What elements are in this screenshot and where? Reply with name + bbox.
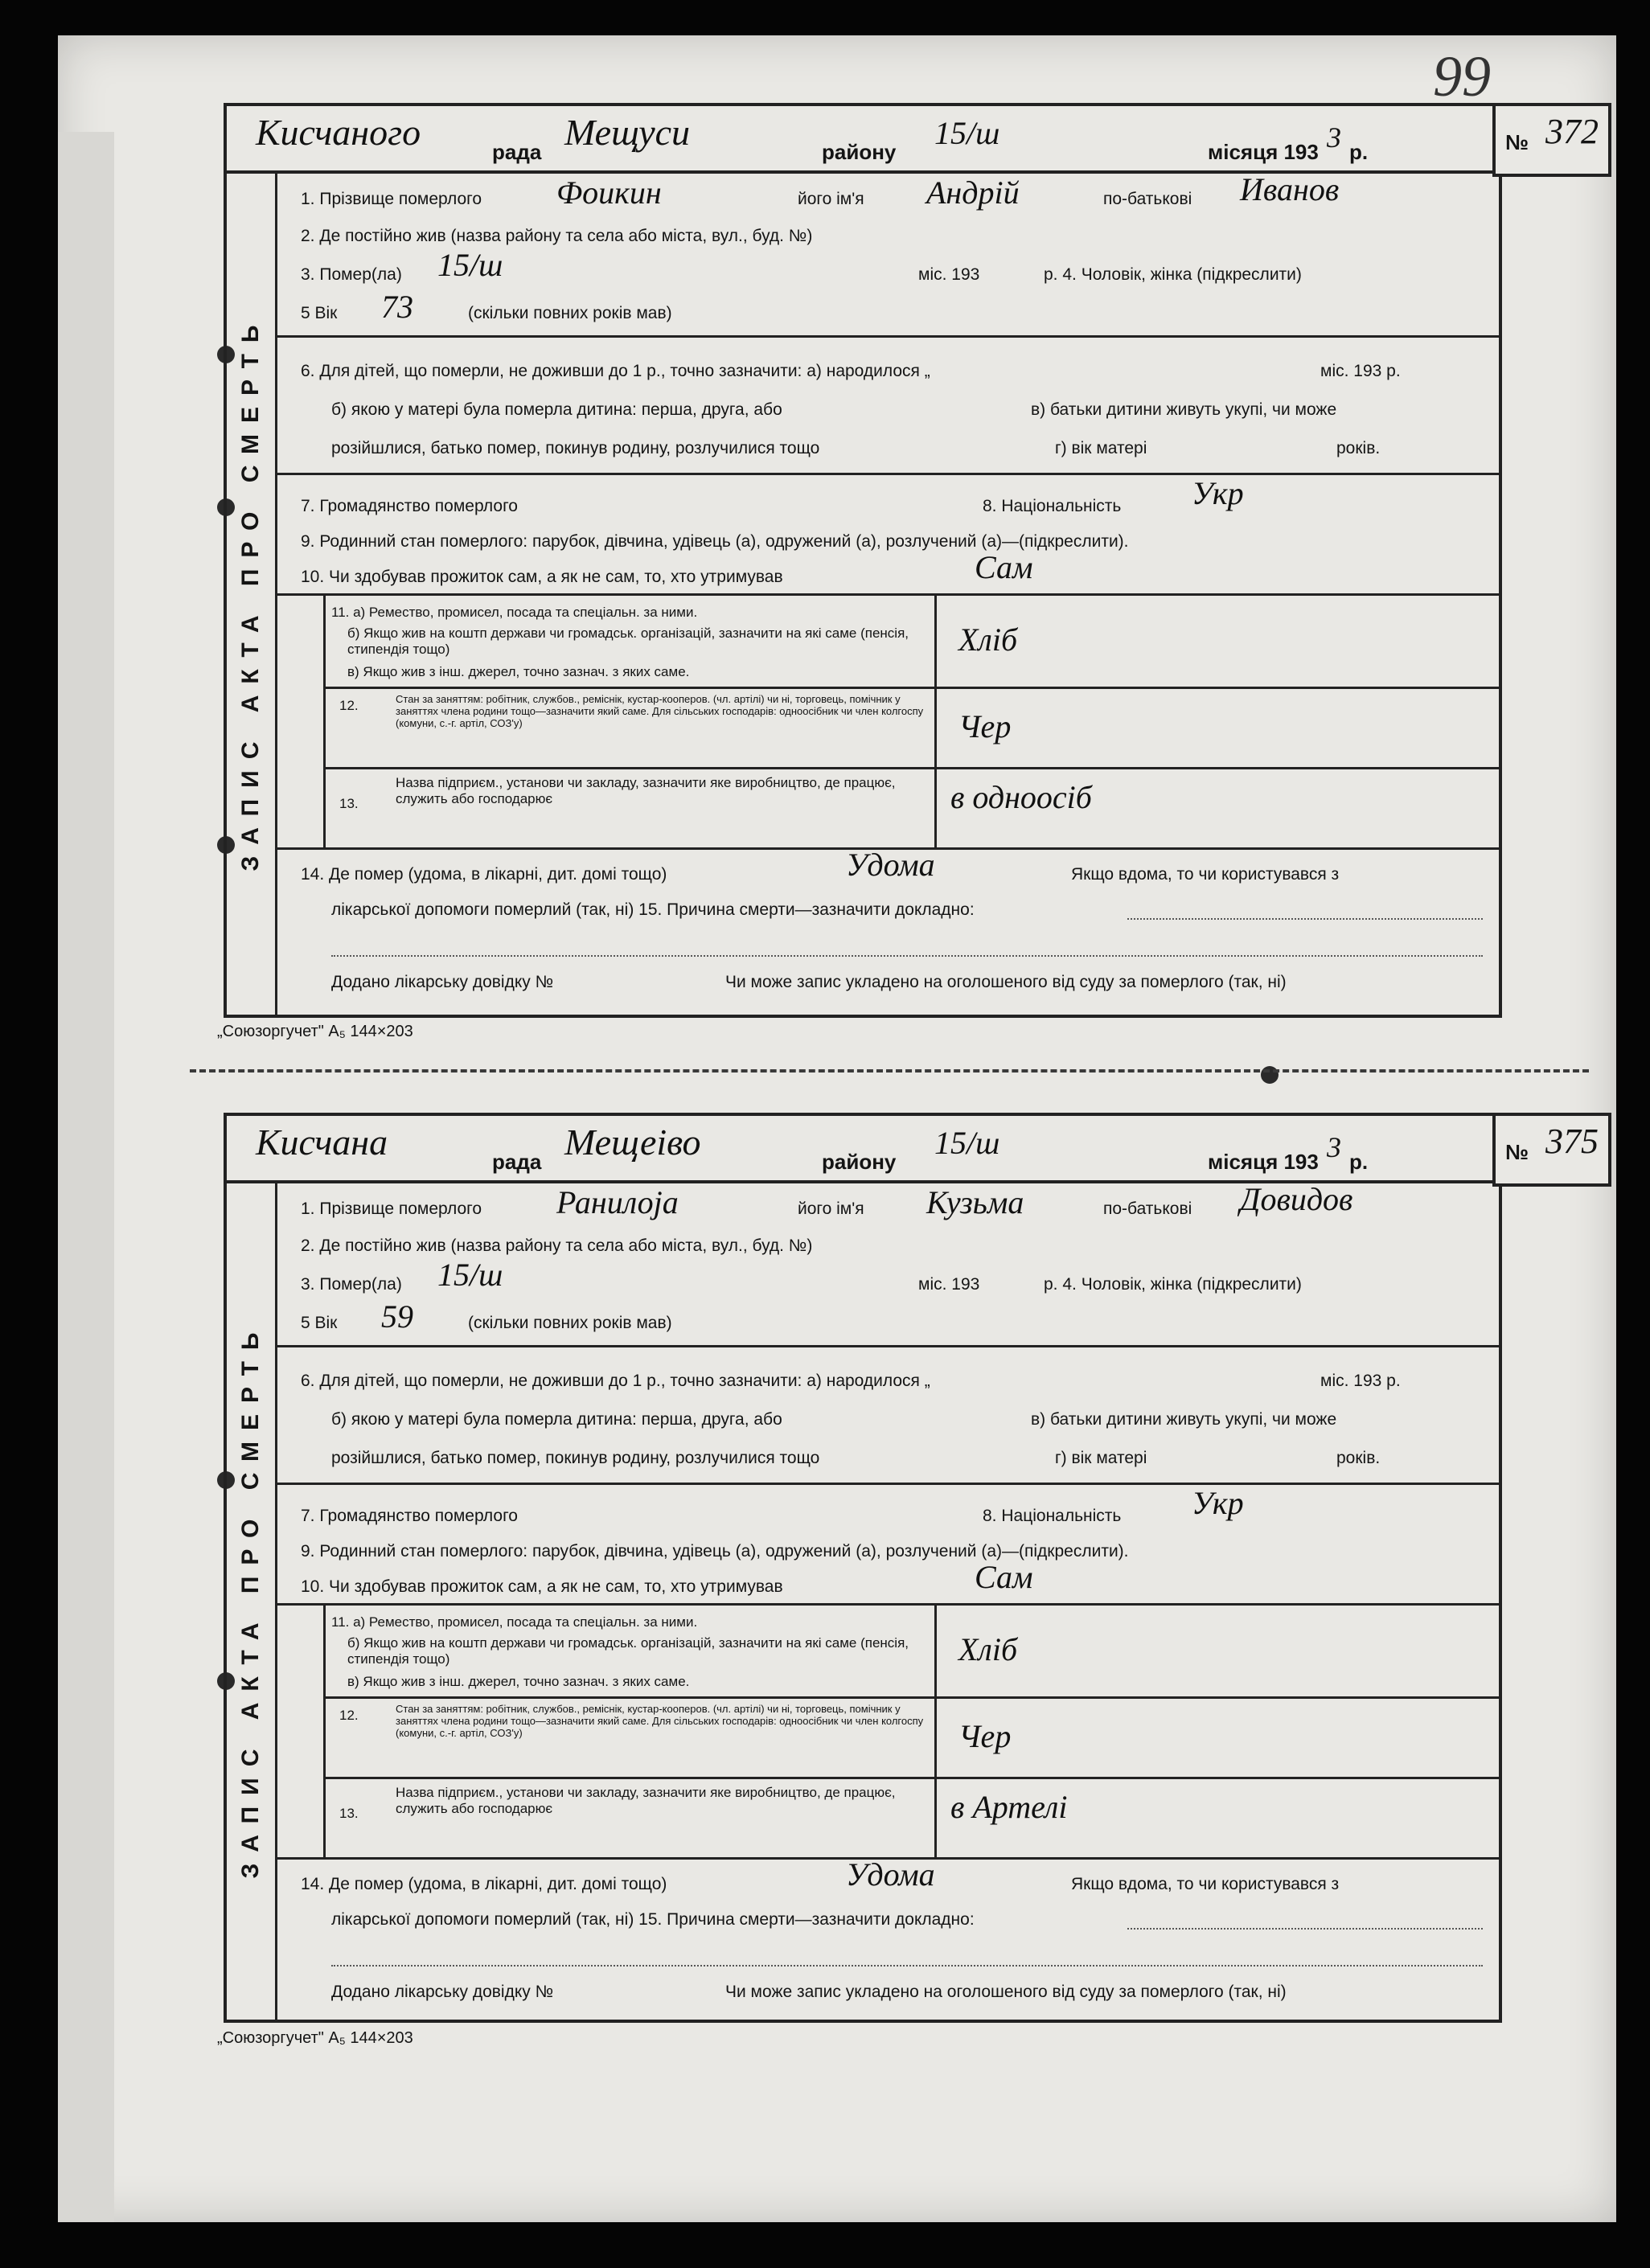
divider <box>275 473 1499 475</box>
certificate-label: Додано лікарську довідку № <box>331 973 554 991</box>
mother-age-label: г) вік матері <box>1055 439 1147 457</box>
patronymic-label: по-батькові <box>1103 190 1192 208</box>
footer-label: „Союзоргучет" А₅ 144×203 <box>217 1023 413 1040</box>
patronymic-label: по-батькові <box>1103 1200 1192 1218</box>
rayon-label: району <box>822 1150 897 1174</box>
occupation-label-c: в) Якщо жив з інш. джерел, точно зазнач. з яких саме. <box>347 1674 690 1689</box>
occupation-value: Хлiб <box>958 1631 1018 1667</box>
enterprise-label: Назва підприєм., установи чи закладу, зазначити яке виробництво, де працює, служить або господарює <box>396 775 896 806</box>
month-label: місяця 193 <box>1208 1150 1319 1174</box>
certificate-label: Додано лікарську довідку № <box>331 1983 554 2001</box>
status-value: Чер <box>958 1718 1012 1754</box>
divider <box>323 1777 1499 1779</box>
enterprise-value: в Артелi <box>950 1789 1068 1825</box>
parents-label: в) батьки дитини живуть укупі, чи може <box>1031 1410 1337 1429</box>
divider <box>275 1483 1499 1485</box>
record-number-box <box>1492 1113 1611 1187</box>
council-value: Кисчаного <box>256 112 421 153</box>
enterprise-number: 13. <box>339 796 359 811</box>
sex-label: р. 4. Чоловік, жінка (підкреслити) <box>1044 1275 1302 1294</box>
divider <box>934 1603 937 1857</box>
home-help-label: Якщо вдома, то чи користувався з <box>1071 865 1340 884</box>
age-note: (скільки повних років мав) <box>468 1314 672 1332</box>
divider <box>323 687 1499 689</box>
enterprise-value: в одноосiб <box>950 779 1092 815</box>
page-number: 99 <box>1433 44 1491 109</box>
child-order-label: б) якою у матері була померла дитина: перша, друга, або <box>331 400 782 419</box>
record-number: 372 <box>1545 112 1599 151</box>
surname-label: 1. Прізвище померлого <box>301 1200 482 1218</box>
residence-label: 2. Де постійно жив (назва району та села або міста, вул., буд. №) <box>301 1237 813 1255</box>
cut-line <box>190 1069 1589 1072</box>
rada-value: Мещуси <box>564 112 691 153</box>
nationality-label: 8. Національність <box>983 1507 1122 1525</box>
year-digit: 3 <box>1327 121 1341 154</box>
child-born-month: міс. 193 р. <box>1320 1372 1401 1390</box>
patronymic-value: Иванов <box>1240 171 1340 207</box>
occupation-label-a: 11. а) Ремество, промисел, посада та спеціальн. за ними. <box>331 605 698 620</box>
age-value: 73 <box>381 289 413 325</box>
divider <box>323 767 1499 769</box>
divider <box>323 1603 326 1857</box>
died-value: 15/ш <box>437 1257 503 1293</box>
court-label: Чи може запис укладено на оголошеного від суду за померлого (так, ні) <box>725 973 1287 991</box>
age-label: 5 Вік <box>301 304 338 322</box>
enterprise-number: 13. <box>339 1806 359 1821</box>
rayon-value: 15/ш <box>934 115 1000 151</box>
number-label: № <box>1505 130 1529 154</box>
occupation-label-b: б) Якщо жив на коштп держави чи громадськ. організацій, зазначити на які саме (пенсія, стипендія тощо) <box>347 1635 909 1667</box>
footer-label: „Союзоргучет" А₅ 144×203 <box>217 2029 413 2047</box>
blank-line <box>1127 918 1483 920</box>
age-note: (скільки повних років мав) <box>468 304 672 322</box>
surname-label: 1. Прізвище померлого <box>301 190 482 208</box>
parents-status-label: розійшлися, батько помер, покинув родину, розлучилися тощо <box>331 1449 820 1467</box>
child-born-label: 6. Для дітей, що померли, не доживши до 1 р., точно зазначити: а) народилося „ <box>301 362 930 380</box>
record-number: 375 <box>1545 1122 1599 1161</box>
child-born-label: 6. Для дітей, що померли, не доживши до 1 р., точно зазначити: а) народилося „ <box>301 1372 930 1390</box>
home-help-label: Якщо вдома, то чи користувався з <box>1071 1875 1340 1893</box>
child-order-label: б) якою у матері була померла дитина: перша, друга, або <box>331 1410 782 1429</box>
divider <box>323 1696 1499 1699</box>
died-month-label: міс. 193 <box>918 1275 980 1294</box>
death-record-form-2 <box>224 1113 1599 2023</box>
name-value: Андрiй <box>926 174 1020 211</box>
rayon-value: 15/ш <box>934 1125 1000 1161</box>
side-title-column <box>227 1180 277 2020</box>
status-label: Стан за заняттям: робітник, службов., реміснік, кустар-кооперов. (чл. артілі) чи ні, торговець, помічник у заняттях члена родини тощо—зазначити який саме. Для сільських господарів: одноосібник чи член колгоспу (комуни, с.-г. артіл, СОЗ'у) <box>396 1703 924 1739</box>
occupation-label-c: в) Якщо жив з інш. джерел, точно зазнач. з яких саме. <box>347 664 690 679</box>
occupation-value: Хлiб <box>958 621 1018 658</box>
divider <box>323 593 326 847</box>
supported-label: 10. Чи здобував прожиток сам, а як не сам, то, хто утримував <box>301 1577 783 1596</box>
side-title: ЗАПИС АКТА ПРО СМЕРТЬ <box>237 1321 264 1879</box>
place-of-death-label: 14. Де помер (удома, в лікарні, дит. домі тощо) <box>301 1875 667 1893</box>
occupation-label-a: 11. а) Ремество, промисел, посада та спеціальн. за ними. <box>331 1614 698 1630</box>
cause-label: лікарської допомоги померлий (так, ні) 15. Причина смерти—зазначити докладно: <box>331 900 975 919</box>
divider <box>275 1603 1499 1606</box>
divider <box>275 335 1499 338</box>
surname-value: Ранилоja <box>556 1184 679 1220</box>
status-number: 12. <box>339 698 359 713</box>
number-label: № <box>1505 1140 1529 1164</box>
record-number-box <box>1492 103 1611 177</box>
side-title: ЗАПИС АКТА ПРО СМЕРТЬ <box>237 314 264 872</box>
mother-age-label: г) вік матері <box>1055 1449 1147 1467</box>
side-title-column <box>227 170 277 1015</box>
blank-line <box>1127 1928 1483 1930</box>
nationality-value: Укр <box>1192 475 1244 511</box>
year-digit: 3 <box>1327 1131 1341 1163</box>
r-label: р. <box>1349 140 1369 164</box>
age-label: 5 Вік <box>301 1314 338 1332</box>
header-row <box>227 1116 1599 1183</box>
divider <box>275 593 1499 596</box>
citizenship-label: 7. Громадянство померлого <box>301 497 518 515</box>
nationality-value: Укр <box>1192 1485 1244 1521</box>
place-of-death-value: Удома <box>846 847 935 883</box>
name-label: його ім'я <box>798 190 864 208</box>
died-value: 15/ш <box>437 247 503 283</box>
citizenship-label: 7. Громадянство померлого <box>301 1507 518 1525</box>
place-of-death-label: 14. Де помер (удома, в лікарні, дит. домі тощо) <box>301 865 667 884</box>
place-of-death-value: Удома <box>846 1856 935 1893</box>
status-number: 12. <box>339 1708 359 1723</box>
rada-label: рада <box>492 140 542 164</box>
supported-value: Сам <box>975 1559 1033 1595</box>
enterprise-label: Назва підприєм., установи чи закладу, зазначити яке виробництво, де працює, служить або господарює <box>396 1785 896 1816</box>
divider <box>275 1345 1499 1347</box>
blank-line <box>331 955 1483 957</box>
supported-value: Сам <box>975 549 1033 585</box>
status-value: Чер <box>958 708 1012 744</box>
years-label: років. <box>1336 439 1381 457</box>
residence-label: 2. Де постійно жив (назва району та села або міста, вул., буд. №) <box>301 227 813 245</box>
surname-value: Фоикин <box>556 174 662 211</box>
marital-label: 9. Родинний стан померлого: парубок, дівчина, удівець (а), одружений (а), розлучений (а)—(підкреслити). <box>301 532 1129 551</box>
header-row <box>227 106 1599 174</box>
name-value: Кузьма <box>926 1184 1024 1220</box>
occupation-label-b: б) Якщо жив на коштп держави чи громадськ. організацій, зазначити на які саме (пенсія, стипендія тощо) <box>347 625 909 657</box>
age-value: 59 <box>381 1298 413 1335</box>
child-born-month: міс. 193 р. <box>1320 362 1401 380</box>
sex-label: р. 4. Чоловік, жінка (підкреслити) <box>1044 265 1302 284</box>
status-label: Стан за заняттям: робітник, службов., реміснік, кустар-кооперов. (чл. артілі) чи ні, торговець, помічник у заняттях члена родини тощо—зазначити який саме. Для сільських господарів: одноосібник чи член колгоспу (комуни, с.-г. артіл, СОЗ'у) <box>396 693 924 729</box>
court-label: Чи може запис укладено на оголошеного від суду за померлого (так, ні) <box>725 1983 1287 2001</box>
rada-label: рада <box>492 1150 542 1174</box>
years-label: років. <box>1336 1449 1381 1467</box>
left-paper-strip <box>58 132 114 2222</box>
marital-label: 9. Родинний стан померлого: парубок, дівчина, удівець (а), одружений (а), розлучений (а)—(підкреслити). <box>301 1542 1129 1561</box>
month-label: місяця 193 <box>1208 140 1319 164</box>
died-month-label: міс. 193 <box>918 265 980 284</box>
died-label: 3. Помер(ла) <box>301 1275 402 1294</box>
rayon-label: району <box>822 140 897 164</box>
council-value: Кисчана <box>256 1122 388 1163</box>
name-label: його ім'я <box>798 1200 864 1218</box>
r-label: р. <box>1349 1150 1369 1174</box>
parents-status-label: розійшлися, батько помер, покинув родину, розлучилися тощо <box>331 439 820 457</box>
parents-label: в) батьки дитини живуть укупі, чи може <box>1031 400 1337 419</box>
nationality-label: 8. Національність <box>983 497 1122 515</box>
cause-label: лікарської допомоги померлий (так, ні) 15. Причина смерти—зазначити докладно: <box>331 1910 975 1929</box>
rada-value: Мещеiво <box>564 1122 701 1163</box>
died-label: 3. Помер(ла) <box>301 265 402 284</box>
blank-line <box>331 1965 1483 1967</box>
supported-label: 10. Чи здобував прожиток сам, а як не сам, то, хто утримував <box>301 568 783 586</box>
patronymic-value: Довидов <box>1240 1181 1353 1217</box>
divider <box>934 593 937 847</box>
death-record-form-1 <box>224 103 1599 1018</box>
